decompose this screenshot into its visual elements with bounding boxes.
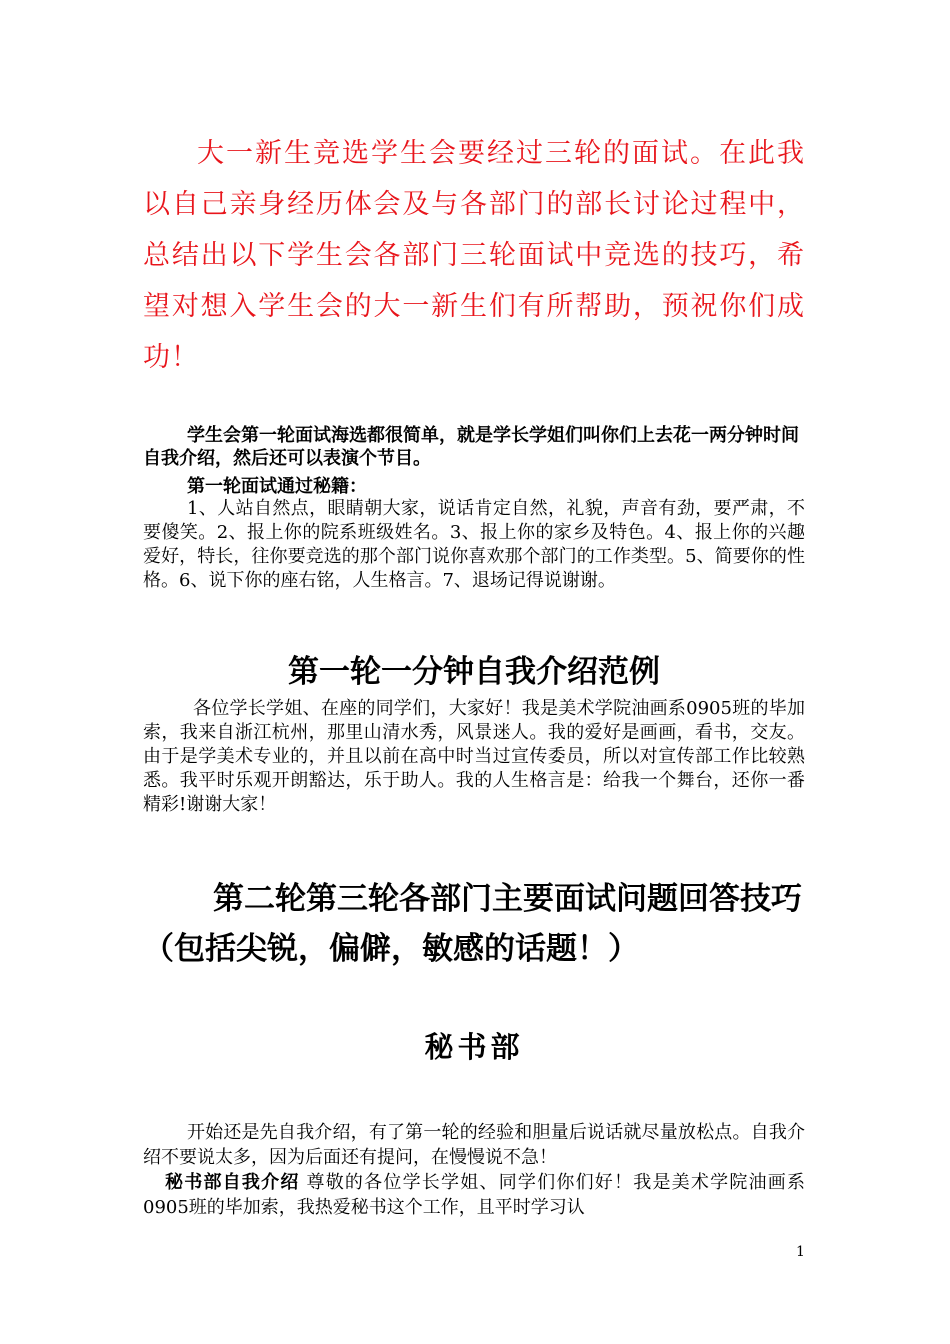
round1-tips-title: 第一轮面试通过秘籍：: [187, 476, 367, 497]
secretariat-intro-text: 尊敬的各位学长学姐、同学们你们好！我是美术学院油画系0905班的毕加索，我热爱秘书这个工作，且平时学习认: [143, 1172, 805, 1218]
example-text: 各位学长学姐、在座的同学们，大家好！我是美术学院油画系0905班的毕加索，我来自浙江杭州，那里山清水秀，风景迷人。我的爱好是画画，看书，交友。由于是学美术专业的，并且以前在高中时当过宣传委员，所以对宣传部工作比较熟悉。我平时乐观开朗豁达，乐于助人。我的人生格言是：给我一个舞台，还你一番精彩!谢谢大家！: [143, 698, 805, 815]
secretariat-para1: 开始还是先自我介绍，有了第一轮的经验和胆量后说话就尽量放松点。自我介绍不要说太多，因为后面还有提问，在慢慢说不急！: [143, 1122, 805, 1168]
round1-tips: 1、人站自然点，眼睛朝大家，说话肯定自然，礼貌，声音有劲，要严肃，不要傻笑。2、报上你的院系班级姓名。3、报上你的家乡及特色。4、报上你的兴趣爱好，特长，往你要竞选的那个部门说你喜欢那个部门的工作类型。5、简要你的性格。6、说下你的座右铭，人生格言。7、退场记得说谢谢。: [143, 498, 805, 591]
example-heading: 第一轮一分钟自我介绍范例: [288, 654, 660, 690]
secretariat-intro: [143, 1170, 805, 1220]
page-number: 1: [796, 1244, 805, 1260]
round1-summary: 学生会第一轮面试海选都很简单，就是学长学姐们叫你们上去花一两分钟时间自我介绍，然后还可以表演个节目。: [143, 425, 799, 469]
secretariat-heading: 秘书部: [424, 1030, 524, 1064]
section2-heading: 第二轮第三轮各部门主要面试问题回答技巧（包括尖锐，偏僻，敏感的话题！）: [143, 881, 802, 967]
secretariat-intro-label: 秘书部自我介绍: [165, 1172, 300, 1193]
intro-paragraph: 大一新生竞选学生会要经过三轮的面试。在此我以自己亲身经历体会及与各部门的部长讨论过程中，总结出以下学生会各部门三轮面试中竞选的技巧，希望对想入学生会的大一新生们有所帮助，预祝你们成功！: [143, 138, 805, 373]
